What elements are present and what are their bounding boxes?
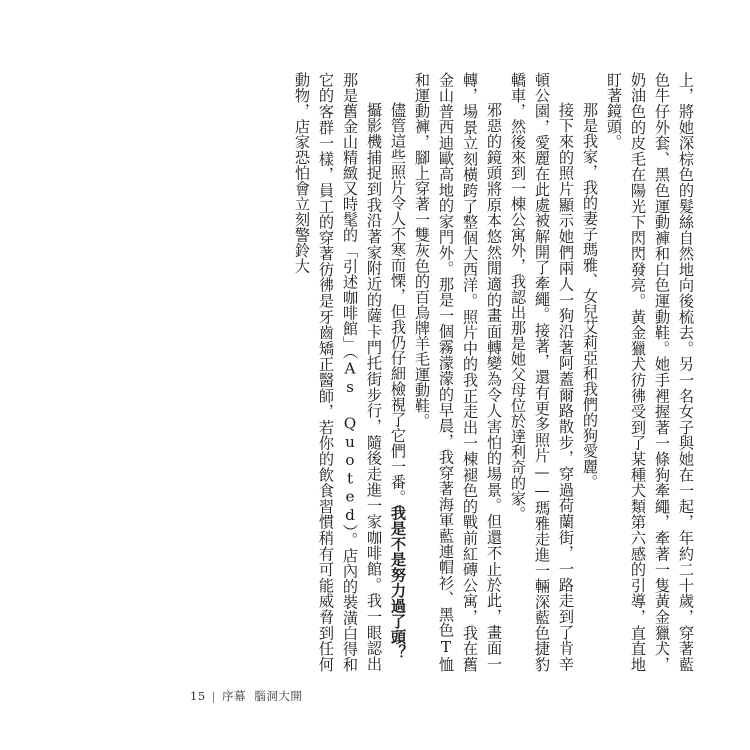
paragraph-text: 那是我家，我的妻子瑪雅、女兒艾莉亞和我們的狗愛麗。 [581, 102, 599, 490]
paragraph-text: 接下來的照片顯示她們兩人一狗沿著阿蓋爾路散步，穿過荷蘭街，一路走到了肯辛頓公園，愛麗在此處被解開了牽繩。接著，還有更多照片——瑪雅走進一輛深藍色捷豹轎車，然後來到一棟公寓外，我認出那是她父母位於達利奇的家。 [509, 72, 575, 672]
paragraph-4 [410, 72, 506, 672]
paragraph-text: 攝影機捕捉到我沿著家附近的薩卡門托街步行，隨後走進一家咖啡館。我一眼認出那是舊金山精緻又時髦的「引述咖啡館」（As Quoted）。店內的裝潢白得和它的客群一樣，員工的穿著彷彿是牙齒矯正醫師，若你的飲食習慣稍有可能威脅到任何動物，店家恐怕會立刻警鈴大 [293, 72, 383, 672]
page-number: 15 [190, 689, 206, 703]
paragraph-5 [386, 72, 410, 672]
paragraph-text: 儘管這些照片令人不寒而慄，但我仍仔細檢視了它們一番。 [389, 102, 407, 506]
paragraph-3 [506, 72, 578, 672]
vertical-text-body [52, 72, 698, 672]
page-footer [190, 688, 302, 704]
section-name: 序幕 [222, 689, 247, 703]
paragraph-text: 上，將她深棕色的髮絲自然地向後梳去。另一名女子與她在一起，年約二十歲，穿著藍色牛仔外套、黑色運動褲和白色運動鞋。她手裡握著一條狗牽繩，牽著一隻黃金獵犬，奶油色的皮毛在陽光下閃閃發亮。黃金獵犬彷彿受到了某種犬類第六感的引導，直直地盯著鏡頭。 [605, 72, 695, 672]
paragraph-6 [290, 72, 386, 672]
paragraph-text: 邪惡的鏡頭將原本悠然閒適的畫面轉變為令人害怕的場景。但還不止於此，畫面一轉，場景立刻橫跨了整個大西洋。照片中的我正走出一棟褪色的戰前紅磚公寓，我在舊金山普西迪歐高地的家門外。那是一個霧濛濛的早晨，我穿著海軍藍連帽衫、黑色T恤和運動褲，腳上穿著一雙灰色的百烏牌羊毛運動鞋。 [413, 72, 503, 672]
paragraph-1 [602, 72, 698, 672]
footer-separator: | [211, 689, 217, 703]
paragraph-2 [578, 72, 602, 672]
emphasized-thought: 我是不是努力過了頭？ [389, 505, 407, 661]
chapter-title: 腦洞大開 [254, 689, 303, 703]
